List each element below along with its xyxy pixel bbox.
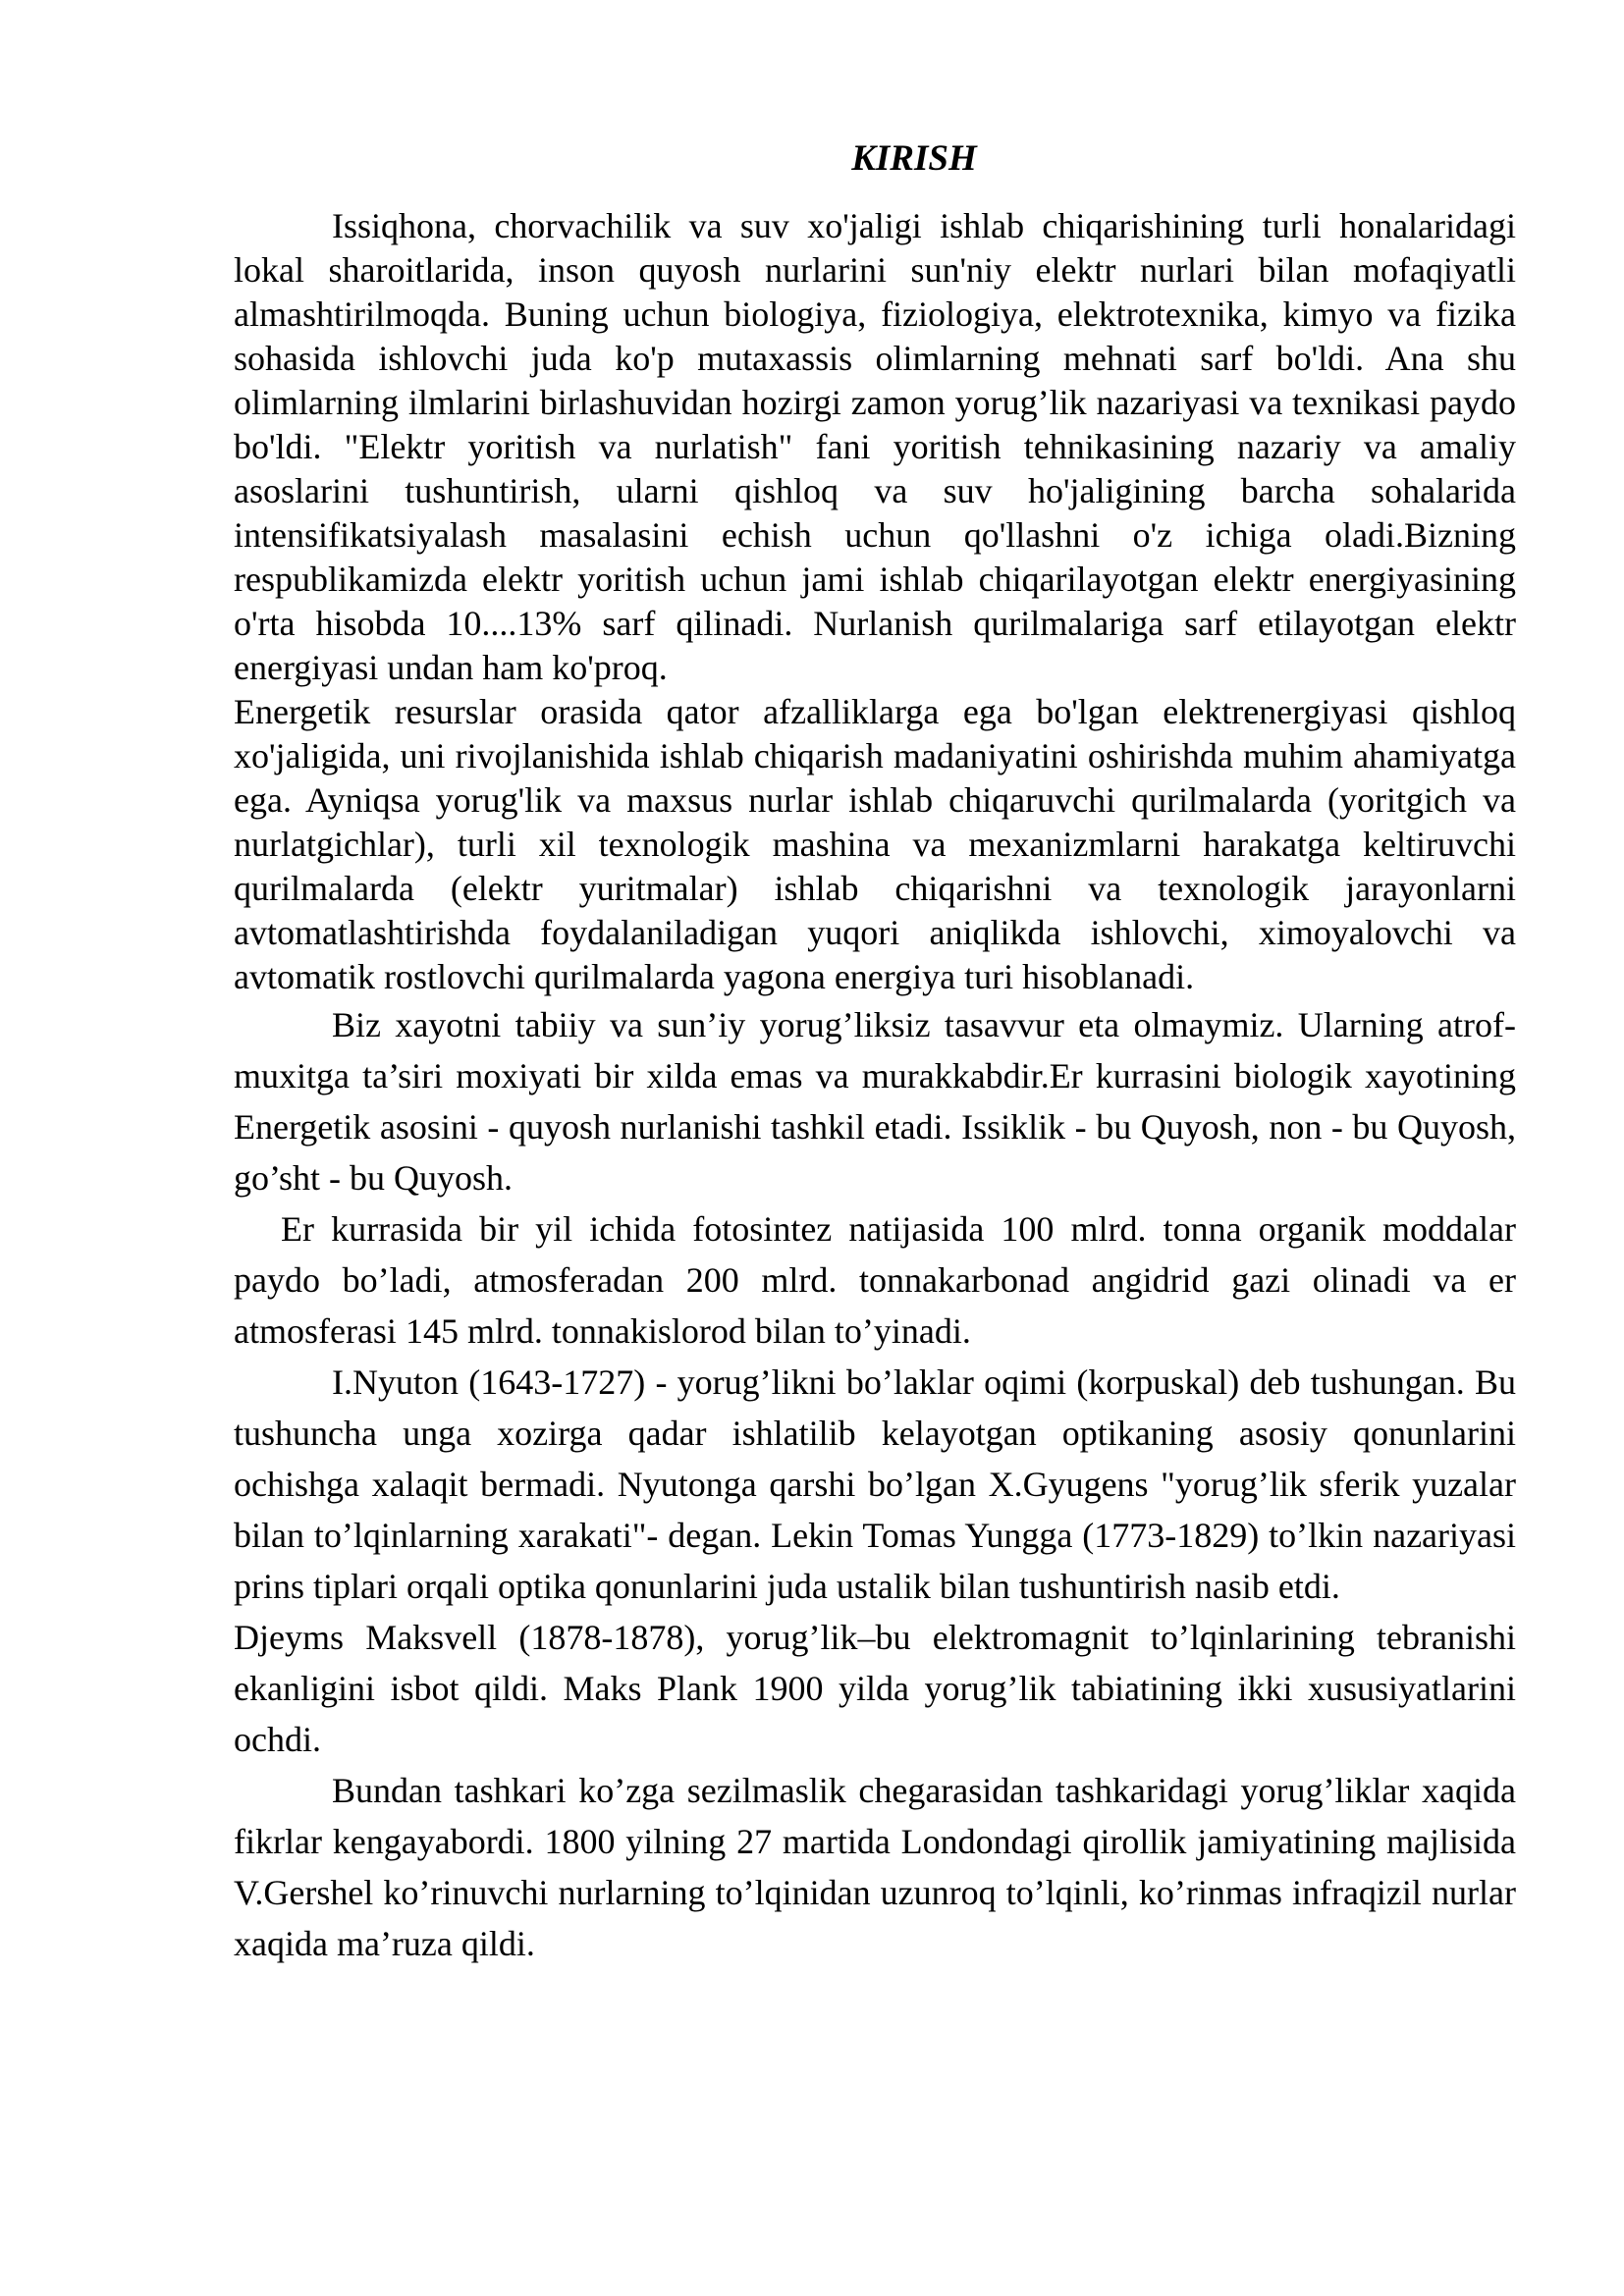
document-title: KIRISH (851, 138, 977, 179)
paragraph-photosynthesis: Er kurrasida bir yil ichida fotosintez natijasida 100 mlrd. tonna organik moddalar paydo bo’ladi, atmosferadan 200 mlrd. tonnakarbonad angidrid gazi olinadi va er atmosferasi 145 mlrd. tonnakislorod bilan to’yinadi. (234, 1209, 1516, 1351)
paragraph-infrared: Bundan tashkari ko’zga sezilmaslik chegarasidan tashkaridagi yorug’liklar xaqida fikrlar kengayabordi. 1800 yilning 27 martida Londondagi qirollik jamiyatining majlisida V.Gershel ko’rinuvchi nurlarning to’lqinidan uzunroq to’lqinli, ko’rinmas infraqizil nurlar xaqida ma’ruza qildi. (234, 1771, 1516, 1963)
paragraph-energy-resources: Energetik resurslar orasida qator afzalliklarga ega bo'lgan elektrenergiyasi qishloq xo'jaligida, uni rivojlanishida ishlab chiqarish madaniyatini oshirishda muhim ahamiyatga ega. Ayniqsa yorug'lik va maxsus nurlar ishlab chiqaruvchi qurilmalarda (yoritgich va nurlatgichlar), turli xil texnologik mashina va mexanizmlarni harakatga keltiruvchi qurilmalarda (elektr yuritmalar) ishlab chiqarishni va texnologik jarayonlarni avtomatlashtirishda foydalaniladigan yuqori aniqlikda ishlovchi, ximoyalovchi va avtomatik rostlovchi qurilmalarda yagona energiya turi hisoblanadi. (234, 692, 1516, 996)
paragraph-natural-light: Biz xayotni tabiiy va sun’iy yorug’liksiz tasavvur eta olmaymiz. Ularning atrof-muxitga ta’siri moxiyati bir xilda emas va murakkabdir.Er kurrasini biologik xayotining Energetik asosini - quyosh nurlanishi tashkil etadi. Issiklik - bu Quyosh, non - bu Quyosh, go’sht - bu Quyosh. (234, 1005, 1516, 1198)
document-body (234, 135, 1516, 1969)
paragraph-maxwell: Djeyms Maksvell (1878-1878), yorug’lik–bu elektromagnit to’lqinlarining tebranishi ekanligini isbot qildi. Maks Plank 1900 yilda yorug’lik tabiatining ikki xususiyatlarini ochdi. (234, 1618, 1516, 1759)
paragraph-intro: Issiqhona, chorvachilik va suv xo'jaligi ishlab chiqarishining turli honalaridagi lokal sharoitlarida, inson quyosh nurlarini sun'niy elektr nurlari bilan mofaqiyatli almashtirilmoqda. Buning uchun biologiya, fiziologiya, elektrotexnika, kimyo va fizika sohasida ishlovchi juda ko'p mutaxassis olimlarning mehnati sarf bo'ldi. Ana shu olimlarning ilmlarini birlashuvidan hozirgi zamon yorug’lik nazariyasi va texnikasi paydo bo'ldi. "Elektr yoritish va nurlatish" fani yoritish tehnikasining nazariy va amaliy asoslarini tushuntirish, ularni qishloq va suv ho'jaligining barcha sohalarida intensifikatsiyalash masalasini echish uchun qo'llashni o'z ichiga oladi.Bizning respublikamizda elektr yoritish uchun jami ishlab chiqarilayotgan elektr energiyasining o'rta hisobda 10....13% sarf qilinadi. Nurlanish qurilmalariga sarf etilayotgan elektr energiyasi undan ham ko'proq. (234, 206, 1516, 687)
paragraph-newton: I.Nyuton (1643-1727) - yorug’likni bo’laklar oqimi (korpuskal) deb tushungan. Bu tushuncha unga xozirga qadar ishlatilib kelayotgan optikaning asosiy qonunlarini ochishga xalaqit bermadi. Nyutonga qarshi bo’lgan X.Gyugens "yorug’lik sferik yuzalar bilan to’lqinlarning xarakati"- degan. Lekin Tomas Yungga (1773-1829) to’lkin nazariyasi prins tiplari orqali optika qonunlarini juda ustalik bilan tushuntirish nasib etdi. (234, 1362, 1516, 1606)
